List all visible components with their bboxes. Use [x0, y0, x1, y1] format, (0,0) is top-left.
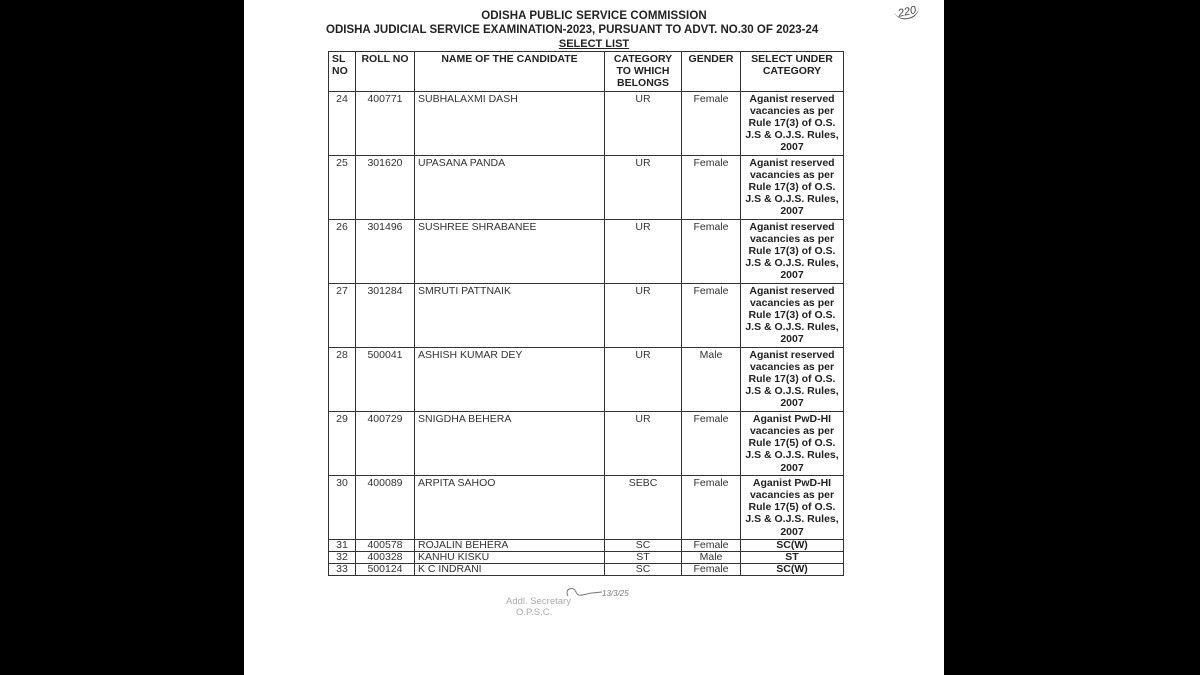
cell-select-under: SC(W): [741, 563, 844, 575]
cell-category: SC: [605, 563, 682, 575]
cell-sl-no: 25: [329, 155, 356, 219]
cell-roll-no: 400578: [356, 539, 415, 551]
cell-name: ARPITA SAHOO: [415, 475, 605, 539]
cell-select-under: Aganist reserved vacancies as per Rule 17(3) of O.S. J.S & O.J.S. Rules, 2007: [741, 347, 844, 411]
cell-gender: Female: [682, 219, 741, 283]
cell-select-under: Aganist reserved vacancies as per Rule 17(3) of O.S. J.S & O.J.S. Rules, 2007: [741, 155, 844, 219]
cell-category: SC: [605, 539, 682, 551]
table-row: [329, 551, 844, 563]
cell-name: K C INDRANI: [415, 563, 605, 575]
cell-name: ASHISH KUMAR DEY: [415, 347, 605, 411]
cell-name: SUSHREE SHRABANEE: [415, 219, 605, 283]
org-title: ODISHA PUBLIC SERVICE COMMISSION: [481, 10, 707, 22]
cell-gender: Male: [682, 347, 741, 411]
cell-category: SEBC: [605, 475, 682, 539]
page-number: 220: [893, 3, 921, 21]
cell-gender: Female: [682, 563, 741, 575]
select-list-table: [328, 51, 844, 576]
cell-select-under: Aganist reserved vacancies as per Rule 17(3) of O.S. J.S & O.J.S. Rules, 2007: [741, 219, 844, 283]
cell-sl-no: 24: [329, 91, 356, 155]
cell-category: UR: [605, 283, 682, 347]
cell-select-under: ST: [741, 551, 844, 563]
table-row: [329, 539, 844, 551]
cell-category: UR: [605, 347, 682, 411]
cell-sl-no: 26: [329, 219, 356, 283]
cell-name: KANHU KISKU: [415, 551, 605, 563]
list-title: [244, 38, 944, 50]
cell-select-under: Aganist reserved vacancies as per Rule 17(3) of O.S. J.S & O.J.S. Rules, 2007: [741, 91, 844, 155]
cell-sl-no: 30: [329, 475, 356, 539]
table-row: [329, 91, 844, 155]
cell-gender: Female: [682, 475, 741, 539]
cell-gender: Female: [682, 411, 741, 475]
cell-name: ROJALIN BEHERA: [415, 539, 605, 551]
cell-roll-no: 400771: [356, 91, 415, 155]
cell-name: SMRUTI PATTNAIK: [415, 283, 605, 347]
cell-category: ST: [605, 551, 682, 563]
cell-roll-no: 400729: [356, 411, 415, 475]
col-select-under: SELECT UNDER CATEGORY: [741, 52, 844, 92]
document-page: [244, 0, 944, 675]
cell-roll-no: 500041: [356, 347, 415, 411]
col-gender: GENDER: [682, 52, 741, 92]
cell-roll-no: 301496: [356, 219, 415, 283]
cell-roll-no: 301620: [356, 155, 415, 219]
cell-sl-no: 29: [329, 411, 356, 475]
signatory-title: Addl. Secretary: [506, 596, 571, 607]
exam-title: ODISHA JUDICIAL SERVICE EXAMINATION-2023, PURSUANT TO ADVT. NO.30 OF 2023-24: [326, 24, 819, 36]
table-header-row: [329, 52, 844, 92]
cell-gender: Female: [682, 91, 741, 155]
table-row: [329, 155, 844, 219]
cell-name: SUBHALAXMI DASH: [415, 91, 605, 155]
table-row: [329, 219, 844, 283]
cell-category: UR: [605, 91, 682, 155]
col-sl-no: SL NO: [329, 52, 356, 92]
svg-text:13/3/25: 13/3/25: [602, 589, 629, 598]
table-row: [329, 283, 844, 347]
cell-select-under: Aganist reserved vacancies as per Rule 17(3) of O.S. J.S & O.J.S. Rules, 2007: [741, 283, 844, 347]
cell-select-under: Aganist PwD-HI vacancies as per Rule 17(5) of O.S. J.S & O.J.S. Rules, 2007: [741, 475, 844, 539]
cell-roll-no: 301284: [356, 283, 415, 347]
cell-sl-no: 31: [329, 539, 356, 551]
cell-name: SNIGDHA BEHERA: [415, 411, 605, 475]
cell-sl-no: 32: [329, 551, 356, 563]
cell-select-under: Aganist PwD-HI vacancies as per Rule 17(5) of O.S. J.S & O.J.S. Rules, 2007: [741, 411, 844, 475]
table-row: [329, 475, 844, 539]
cell-sl-no: 27: [329, 283, 356, 347]
cell-category: UR: [605, 219, 682, 283]
cell-gender: Female: [682, 283, 741, 347]
table-row: [329, 347, 844, 411]
col-name: NAME OF THE CANDIDATE: [415, 52, 605, 92]
cell-category: UR: [605, 155, 682, 219]
cell-category: UR: [605, 411, 682, 475]
signatory-org: O.P.S.C.: [516, 607, 553, 618]
cell-gender: Female: [682, 539, 741, 551]
signature-scribble-icon: [562, 584, 642, 604]
cell-roll-no: 500124: [356, 563, 415, 575]
col-roll-no: ROLL NO: [356, 52, 415, 92]
col-category: CATEGORY TO WHICH BELONGS: [605, 52, 682, 92]
table-row: [329, 563, 844, 575]
list-title-text: SELECT LIST: [558, 38, 630, 50]
cell-gender: Female: [682, 155, 741, 219]
table-row: [329, 411, 844, 475]
cell-roll-no: 400328: [356, 551, 415, 563]
cell-gender: Male: [682, 551, 741, 563]
cell-sl-no: 33: [329, 563, 356, 575]
signature-block: [506, 596, 571, 618]
cell-select-under: SC(W): [741, 539, 844, 551]
cell-name: UPASANA PANDA: [415, 155, 605, 219]
cell-sl-no: 28: [329, 347, 356, 411]
cell-roll-no: 400089: [356, 475, 415, 539]
